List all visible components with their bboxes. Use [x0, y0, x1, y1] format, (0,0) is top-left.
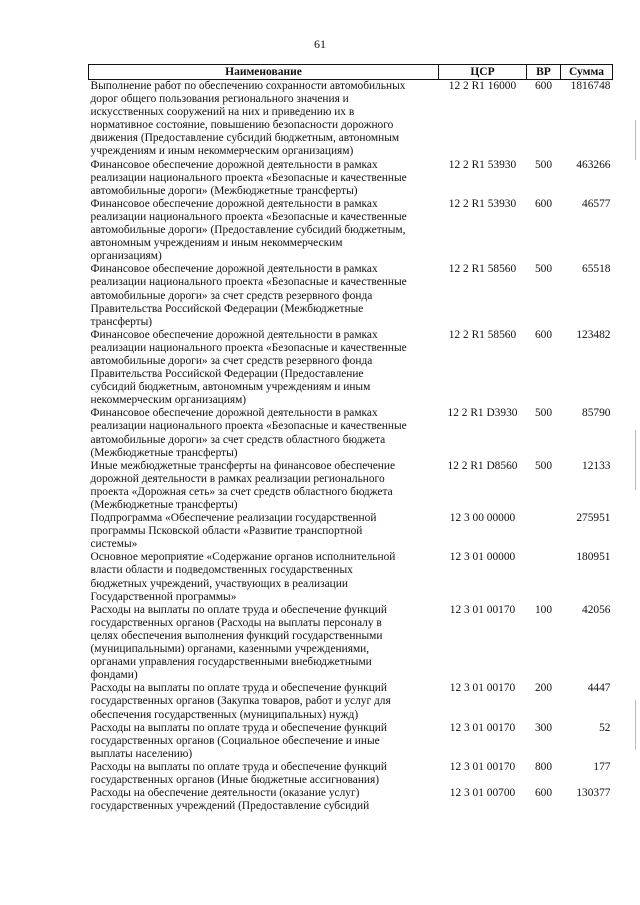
row-name-line: Финансовое обеспечение дорожной деятельности в рамках	[90, 328, 378, 341]
row-name-line: Финансовое обеспечение дорожной деятельности в рамках	[90, 197, 378, 210]
row-name	[89, 787, 439, 813]
row-vr: 500	[534, 263, 553, 276]
table-row	[89, 787, 613, 813]
row-name-line: бюджетных учреждений, участвующих в реализации	[90, 577, 348, 590]
row-name-line: Правительства Российской Федерации (Предоставление	[90, 368, 364, 381]
row-name-line: выплаты населению)	[90, 747, 193, 760]
row-name-line: искусственных сооружений на них и приведению их в	[90, 106, 355, 119]
row-name	[89, 329, 439, 408]
row-name	[89, 407, 439, 459]
row-vr: 500	[534, 407, 553, 420]
scan-edge-mark	[635, 700, 636, 750]
row-csr: 12 3 01 00700	[449, 787, 516, 800]
row-sum: 1816748	[570, 80, 611, 92]
budget-table	[88, 64, 613, 813]
row-csr: 12 2 R1 D3930	[447, 407, 518, 420]
row-vr: 300	[534, 721, 553, 734]
row-name-line: власти области и подведомственных государственных	[90, 564, 353, 577]
row-sum: 52	[599, 721, 611, 734]
row-sum: 130377	[576, 787, 611, 800]
row-csr: 12 2 R1 58560	[448, 263, 517, 276]
row-name-line: Выполнение работ по обеспечению сохранности автомобильных	[90, 80, 406, 92]
row-name-line: Государственной программы»	[90, 590, 237, 603]
header-name: Наименование	[89, 65, 439, 80]
row-sum: 42056	[582, 603, 611, 616]
row-name-line: трансферты)	[90, 315, 153, 328]
row-name-line: реализации национального проекта «Безопасные и качественные	[90, 420, 407, 433]
row-csr: 12 3 00 00000	[449, 512, 516, 525]
row-vr: 100	[534, 603, 553, 616]
page-number: 61	[314, 37, 326, 51]
row-name-line: автономным учреждениям и иным некоммерческим	[90, 237, 343, 250]
row-name-line: реализации национального проекта «Безопасные и качественные	[90, 276, 407, 289]
row-name-line: Подпрограмма «Обеспечение реализации государственной	[90, 512, 377, 525]
table-row	[89, 460, 613, 512]
row-name-line: автомобильные дороги» за счет средств областного бюджета	[90, 433, 386, 446]
row-name-line: (Межбюджетные трансферты)	[90, 499, 238, 511]
table-body	[89, 80, 613, 814]
table-row	[89, 407, 613, 459]
row-name-line: автомобильные дороги» за счет средств резервного фонда	[90, 289, 373, 302]
row-name-line: реализации национального проекта «Безопасные и качественные	[90, 341, 407, 354]
row-name-line: Иные межбюджетные трансферты на финансовое обеспечение	[90, 459, 396, 472]
row-name-line: нормативное состояние, повышению безопасности дорожного	[90, 119, 394, 132]
row-name	[89, 198, 439, 263]
row-name-line: дорожной деятельности в рамках реализации регионального	[90, 472, 385, 485]
row-sum: 275951	[576, 512, 611, 525]
row-name-line: Правительства Российской Федерации (Межбюджетные	[90, 302, 364, 315]
row-name-line: автомобильные дороги» за счет средств резервного фонда	[90, 354, 373, 367]
row-name-line: фондами)	[90, 669, 138, 682]
row-name-line: автомобильные дороги» (Предоставление субсидий бюджетным,	[90, 224, 406, 237]
row-name	[89, 551, 439, 603]
row-csr: 12 2 R1 53930	[448, 158, 517, 171]
row-name-line: государственных органов (Закупка товаров, работ и услуг для	[90, 695, 391, 708]
row-csr: 12 2 R1 58560	[448, 328, 517, 341]
row-name-line: государственных учреждений (Предоставление субсидий	[90, 800, 370, 813]
row-csr: 12 2 R1 53930	[448, 197, 517, 210]
row-sum: 177	[593, 760, 611, 773]
table-row	[89, 198, 613, 263]
row-vr: 600	[534, 197, 553, 210]
scan-edge-mark	[635, 120, 636, 160]
row-name-line: государственных органов (Социальное обеспечение и иные	[90, 734, 380, 747]
row-name-line: Финансовое обеспечение дорожной деятельности в рамках	[90, 407, 378, 420]
table-row	[89, 551, 613, 603]
row-name-line: реализации национального проекта «Безопасные и качественные	[90, 210, 407, 223]
row-name-line: Расходы на выплаты по оплате труда и обеспечение функций	[90, 682, 387, 695]
row-name	[89, 604, 439, 683]
row-name-line: дорог общего пользования регионального значения и	[90, 93, 349, 106]
row-name	[89, 460, 439, 512]
row-name-line: органами управления государственными внебюджетными	[90, 656, 372, 669]
row-vr: 600	[534, 80, 553, 92]
row-name-line: (муниципальными) органами, казенными учреждениями,	[90, 643, 370, 656]
row-name-line: проекта «Дорожная сеть» за счет средств областного бюджета	[90, 485, 393, 498]
row-name-line: Расходы на выплаты по оплате труда и обеспечение функций	[90, 603, 387, 616]
row-vr: 800	[534, 760, 553, 773]
row-sum: 463266	[576, 158, 611, 171]
table-row	[89, 761, 613, 787]
table-row	[89, 159, 613, 198]
row-sum: 4447	[587, 682, 611, 695]
row-name-line: некоммерческим организациям)	[90, 394, 247, 407]
row-name-line: организациям)	[90, 250, 162, 263]
table-row	[89, 263, 613, 328]
row-name-line: (Межбюджетные трансферты)	[90, 446, 238, 459]
row-name-line: субсидий бюджетным, автономным учреждениям и иным	[90, 381, 371, 394]
row-name	[89, 80, 439, 159]
row-csr: 12 3 01 00170	[449, 682, 516, 695]
row-name-line: Расходы на выплаты по оплате труда и обеспечение функций	[90, 760, 387, 773]
row-vr	[527, 551, 561, 603]
table-row	[89, 722, 613, 761]
row-vr: 500	[534, 158, 553, 171]
row-name-line: государственных органов (Расходы на выплаты персоналу в	[90, 616, 382, 629]
row-name-line: реализации национального проекта «Безопасные и качественные	[90, 171, 407, 184]
row-name	[89, 682, 439, 721]
row-csr: 12 2 R1 D8560	[447, 459, 518, 472]
row-sum: 180951	[576, 551, 611, 564]
row-name-line: Финансовое обеспечение дорожной деятельности в рамках	[90, 158, 378, 171]
table-header-row	[89, 65, 613, 80]
row-name-line: программы Псковской области «Развитие транспортной	[90, 525, 363, 538]
row-csr: 12 3 01 00170	[449, 721, 516, 734]
row-vr: 600	[534, 787, 553, 800]
row-name-line: учреждениям и иным некоммерческим организациям)	[90, 145, 354, 158]
scan-edge-mark	[635, 430, 636, 490]
row-name-line: системы»	[90, 538, 138, 551]
row-vr: 500	[534, 459, 553, 472]
row-csr: 12 2 R1 16000	[448, 80, 517, 92]
row-vr: 200	[534, 682, 553, 695]
header-vr: ВР	[527, 65, 561, 80]
row-name-line: движения (Предоставление субсидий бюджетным, автономным	[90, 132, 400, 145]
row-vr	[527, 512, 561, 551]
row-name	[89, 761, 439, 787]
row-name	[89, 722, 439, 761]
row-csr: 12 3 01 00170	[449, 760, 516, 773]
row-sum: 85790	[582, 407, 611, 420]
row-csr: 12 3 01 00170	[449, 603, 516, 616]
row-name-line: государственных органов (Иные бюджетные ассигнования)	[90, 773, 380, 786]
row-sum: 123482	[576, 328, 611, 341]
table-row	[89, 80, 613, 159]
row-name-line: Основное мероприятие «Содержание органов исполнительной	[90, 551, 396, 564]
table-row	[89, 512, 613, 551]
row-name	[89, 159, 439, 198]
row-name-line: Финансовое обеспечение дорожной деятельности в рамках	[90, 263, 378, 276]
row-sum: 12133	[582, 459, 611, 472]
row-name-line: Расходы на выплаты по оплате труда и обеспечение функций	[90, 721, 387, 734]
row-name-line: Расходы на обеспечение деятельности (оказание услуг)	[90, 787, 360, 800]
row-name	[89, 263, 439, 328]
row-name-line: целях обеспечения выполнения функций государственными	[90, 629, 383, 642]
row-name-line: обеспечения государственных (муниципальных) нужд)	[90, 708, 359, 721]
table-row	[89, 329, 613, 408]
header-csr: ЦСР	[439, 65, 527, 80]
table-row	[89, 604, 613, 683]
row-vr: 600	[534, 328, 553, 341]
row-sum: 46577	[582, 197, 611, 210]
header-sum: Сумма	[561, 65, 613, 80]
table-row	[89, 682, 613, 721]
row-name	[89, 512, 439, 551]
row-sum: 65518	[582, 263, 611, 276]
row-name-line: автомобильные дороги» (Межбюджетные трансферты)	[90, 184, 358, 197]
row-csr: 12 3 01 00000	[449, 551, 516, 564]
